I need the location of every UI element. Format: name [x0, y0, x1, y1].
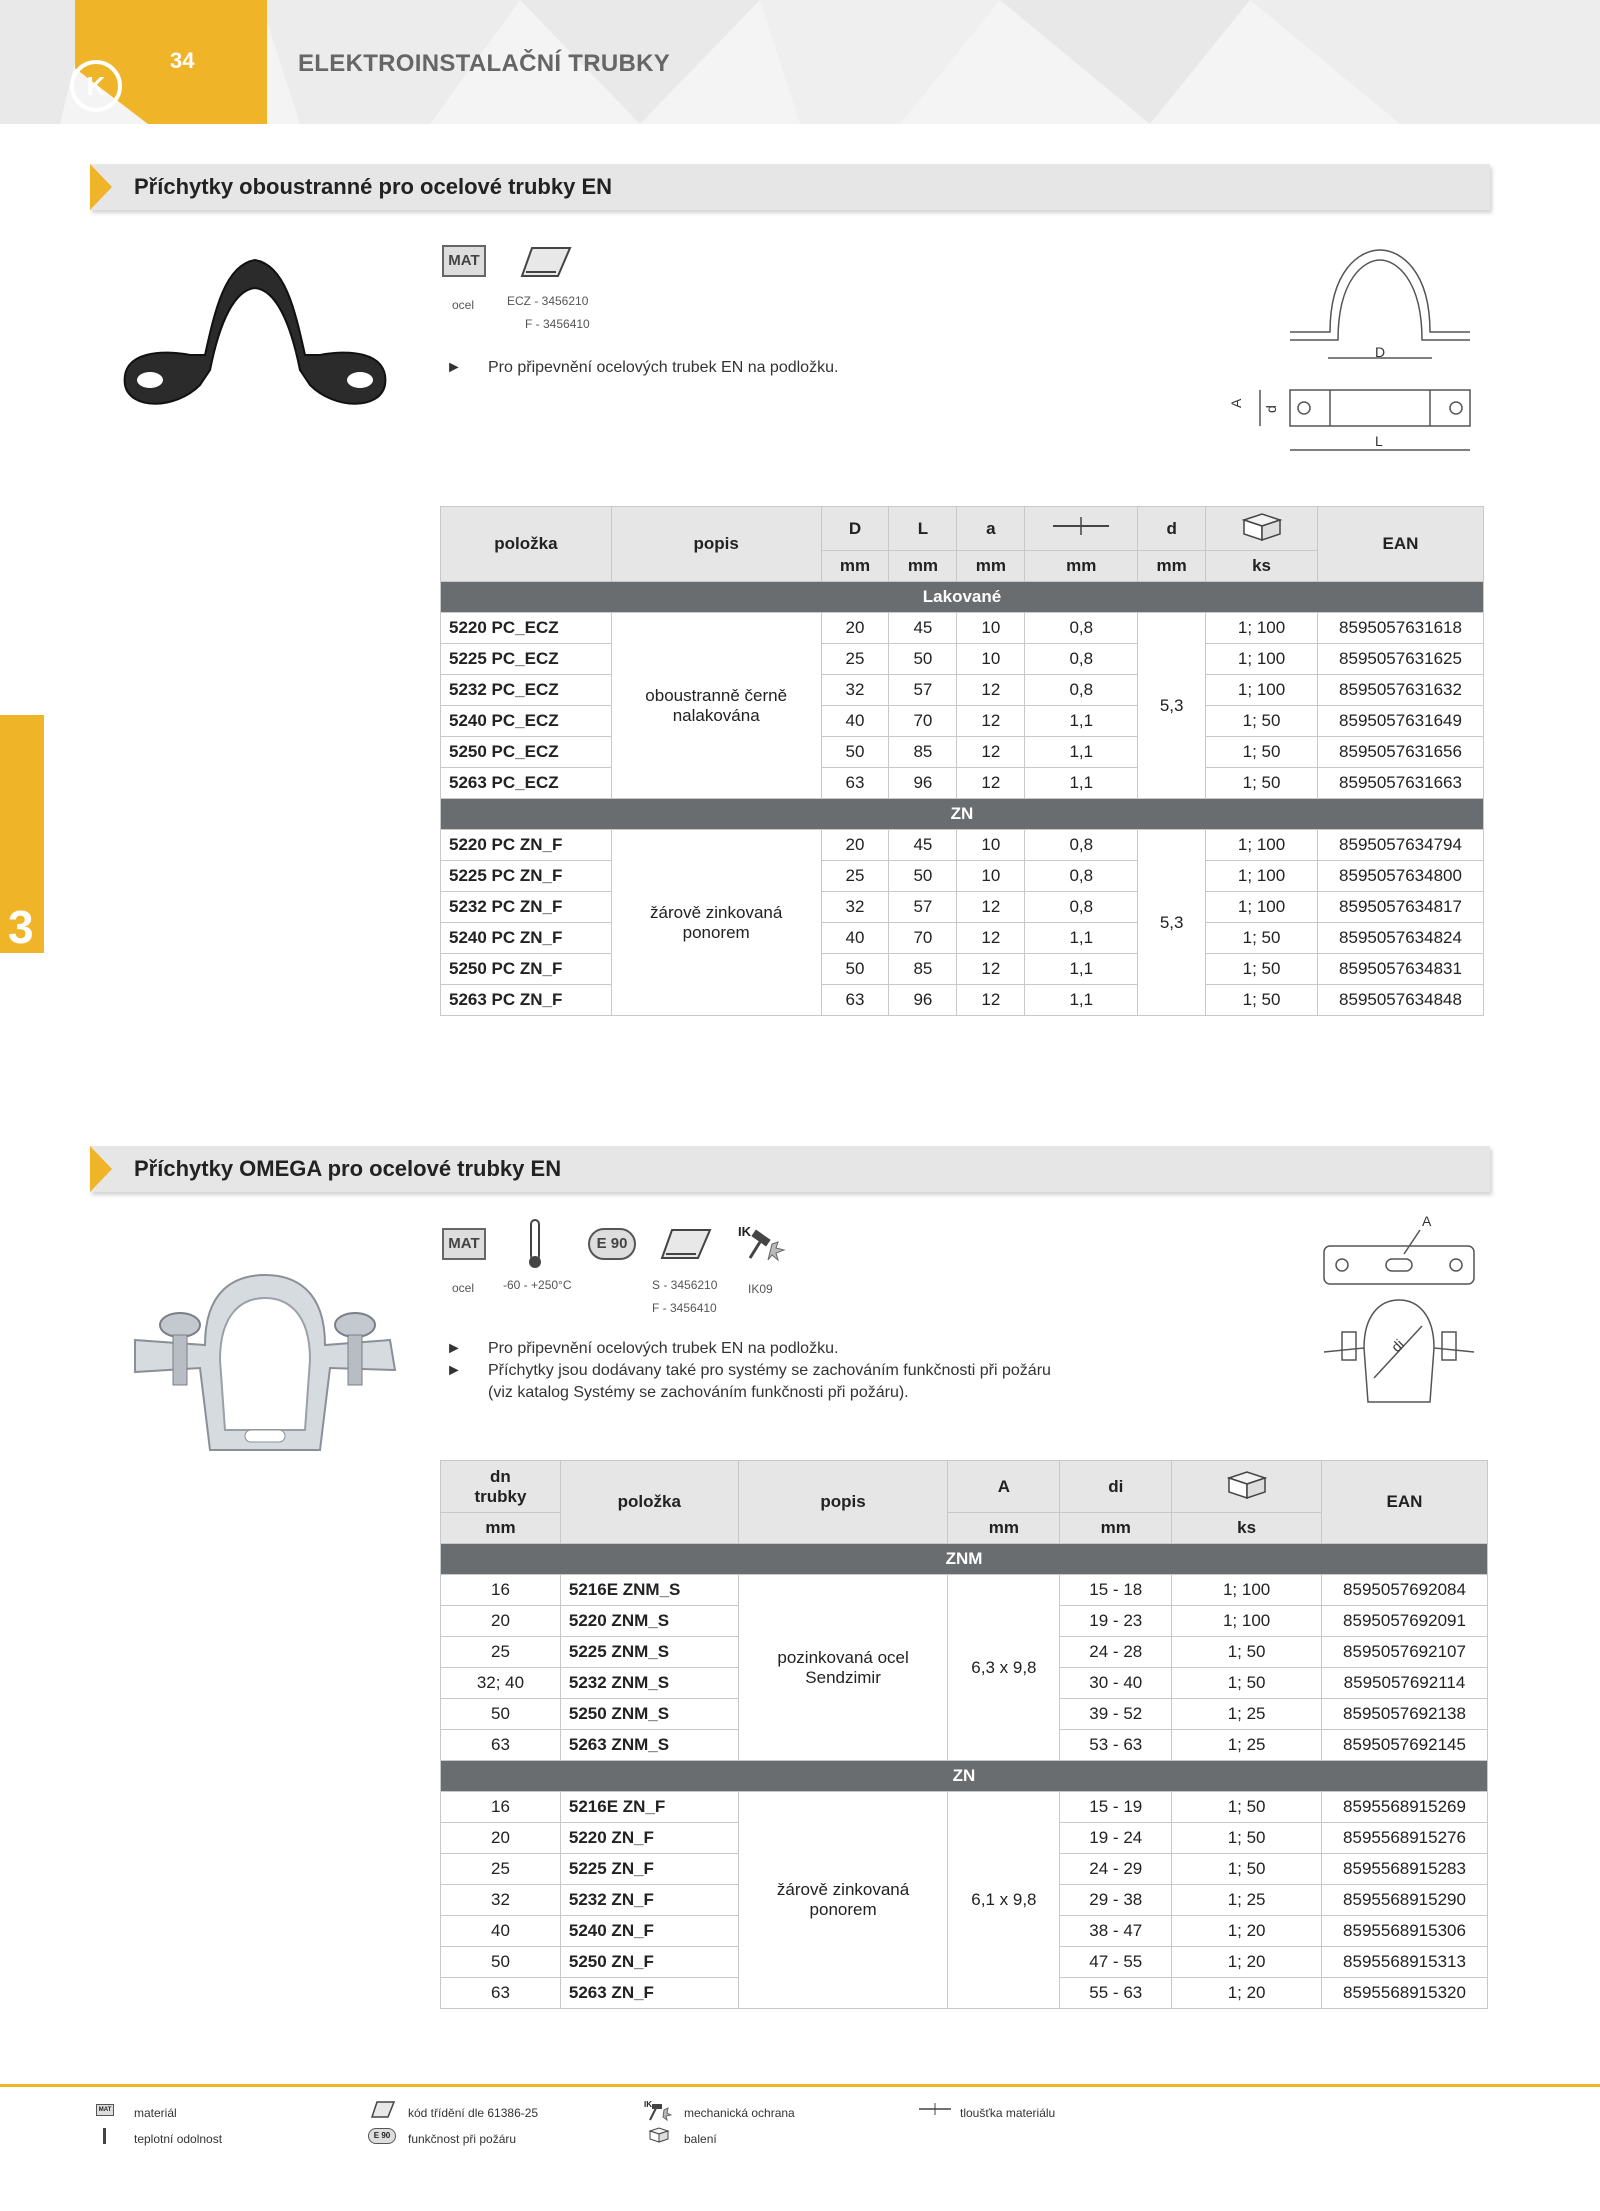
bullet-marker: ►: [446, 1340, 462, 1357]
cell-a: 10: [957, 830, 1025, 861]
feature-bullet: Příchytky jsou dodávany také pro systémy se zachováním funkčnosti při požáru: [488, 1362, 1051, 1379]
cell-thickness: 1,1: [1025, 985, 1138, 1016]
code-f: F - 3456410: [525, 317, 590, 331]
feature-bullet: Pro připevnění ocelových trubek EN na podložku.: [488, 1340, 839, 1357]
cell-ean: 8595057631649: [1317, 706, 1483, 737]
cell-L: 85: [889, 954, 957, 985]
unit-cell: mm: [1138, 551, 1206, 582]
table-row: [441, 1792, 1488, 1823]
description-cell: žárově zinkovaná ponorem: [611, 830, 821, 1016]
cell-ks: 1; 20: [1172, 1916, 1322, 1947]
legend-material: materiál: [134, 2106, 177, 2120]
table-row: [441, 613, 1484, 644]
cell-L: 50: [889, 644, 957, 675]
unit-cell: ks: [1172, 1513, 1322, 1544]
chapter-number: 3: [8, 901, 34, 953]
cell-di: 29 - 38: [1060, 1885, 1172, 1916]
table-row: [441, 675, 1484, 706]
cell-thickness: 1,1: [1025, 768, 1138, 799]
cell-di: 24 - 28: [1060, 1637, 1172, 1668]
legend-fire-icon: E 90: [368, 2128, 396, 2144]
omega-clamp-product-image: [95, 1250, 415, 1470]
cell-di: 15 - 18: [1060, 1575, 1172, 1606]
section-title: Příchytky oboustranné pro ocelové trubky EN: [134, 174, 613, 199]
legend-packaging: balení: [684, 2132, 717, 2146]
cell-dn: 32; 40: [441, 1668, 561, 1699]
footer-divider: [0, 2084, 1600, 2087]
cell-thickness: 1,1: [1025, 706, 1138, 737]
cell-thickness: 0,8: [1025, 861, 1138, 892]
col-trubky: trubky: [474, 1486, 527, 1506]
legend-mechanical-icon: [644, 2098, 672, 2122]
omega-spec-table: [440, 1460, 1488, 2009]
item-code: 5263 ZNM_S: [560, 1730, 738, 1761]
cell-ks: 1; 25: [1172, 1699, 1322, 1730]
cell-thickness: 1,1: [1025, 954, 1138, 985]
cell-dn: 50: [441, 1947, 561, 1978]
legend-temperature-icon: [103, 2128, 106, 2144]
cell-d: 5,3: [1138, 613, 1206, 799]
cell-ks: 1; 25: [1172, 1730, 1322, 1761]
temperature-icon: [526, 1218, 544, 1270]
legend-packaging-icon: [648, 2126, 670, 2144]
material-icon: MAT: [442, 1228, 486, 1260]
cell-di: 19 - 23: [1060, 1606, 1172, 1637]
item-code: 5250 ZNM_S: [560, 1699, 738, 1730]
col-L: L: [889, 507, 957, 551]
cell-thickness: 0,8: [1025, 613, 1138, 644]
cell-di: 15 - 19: [1060, 1792, 1172, 1823]
cell-dn: 16: [441, 1575, 561, 1606]
cell-thickness: 0,8: [1025, 675, 1138, 706]
description-cell: pozinkovaná ocel Sendzimir: [738, 1575, 948, 1761]
cell-di: 30 - 40: [1060, 1668, 1172, 1699]
legend-classification-icon: [370, 2100, 396, 2120]
cell-ks: 1; 25: [1172, 1885, 1322, 1916]
item-code: 5232 PC_ECZ: [441, 675, 612, 706]
code-s: S - 3456210: [652, 1278, 718, 1292]
item-code: 5263 PC_ECZ: [441, 768, 612, 799]
section-title: Příchytky OMEGA pro ocelové trubky EN: [134, 1156, 562, 1181]
cell-ean: 8595568915306: [1322, 1916, 1488, 1947]
col-a: a: [957, 507, 1025, 551]
group-row: [441, 799, 1484, 830]
cell-L: 96: [889, 768, 957, 799]
legend-thickness: tloušťka materiálu: [960, 2106, 1056, 2120]
cell-ean: 8595057631618: [1317, 613, 1483, 644]
cell-ean: 8595057634848: [1317, 985, 1483, 1016]
cell-D: 40: [821, 923, 889, 954]
classification-code-icon: [520, 244, 572, 280]
cell-ean: 8595057631625: [1317, 644, 1483, 675]
legend-mechanical: mechanická ochrana: [684, 2106, 795, 2120]
legend-temperature: teplotní odolnost: [134, 2132, 223, 2146]
cell-ks: 1; 50: [1206, 706, 1318, 737]
item-code: 5220 PC_ECZ: [441, 613, 612, 644]
cell-ean: 8595057692107: [1322, 1637, 1488, 1668]
unit-cell: mm: [948, 1513, 1060, 1544]
unit-cell: mm: [889, 551, 957, 582]
material-value: ocel: [452, 298, 475, 312]
group-row: [441, 582, 1484, 613]
col-A: A: [948, 1461, 1060, 1513]
cell-ean: 8595057631632: [1317, 675, 1483, 706]
cell-di: 53 - 63: [1060, 1730, 1172, 1761]
cell-dn: 20: [441, 1823, 561, 1854]
description-cell: žárově zinkovaná ponorem: [738, 1792, 948, 2009]
cell-a: 12: [957, 768, 1025, 799]
cell-ks: 1; 100: [1172, 1606, 1322, 1637]
cell-D: 40: [821, 706, 889, 737]
group-row: [441, 1544, 1488, 1575]
legend-material-icon: MAT: [96, 2104, 114, 2116]
material-icon: MAT: [442, 245, 486, 277]
section-arrow-icon: [90, 1146, 112, 1192]
cell-L: 70: [889, 706, 957, 737]
cell-D: 20: [821, 613, 889, 644]
cell-ks: 1; 50: [1172, 1854, 1322, 1885]
cell-ean: 8595057631656: [1317, 737, 1483, 768]
cell-L: 57: [889, 675, 957, 706]
item-code: 5232 PC ZN_F: [441, 892, 612, 923]
item-code: 5232 ZNM_S: [560, 1668, 738, 1699]
cell-ks: 1; 50: [1206, 985, 1318, 1016]
table-row: [441, 892, 1484, 923]
cell-thickness: 1,1: [1025, 923, 1138, 954]
dimension-A-label: A: [1228, 398, 1244, 408]
section-arrow-icon: [90, 164, 112, 210]
dimension-A-label: A: [1422, 1213, 1432, 1229]
unit-cell: mm: [957, 551, 1025, 582]
table-row: [441, 861, 1484, 892]
cell-ks: 1; 20: [1172, 1947, 1322, 1978]
cell-di: 38 - 47: [1060, 1916, 1172, 1947]
cell-ks: 1; 20: [1172, 1978, 1322, 2009]
col-ean: EAN: [1322, 1461, 1488, 1544]
group-label: Lakované: [441, 582, 1484, 613]
cell-ks: 1; 50: [1206, 954, 1318, 985]
col-di: di: [1060, 1461, 1172, 1513]
package-icon: [1206, 507, 1318, 551]
classification-code-icon: [660, 1226, 712, 1262]
cell-L: 45: [889, 830, 957, 861]
cell-L: 57: [889, 892, 957, 923]
cell-a: 10: [957, 613, 1025, 644]
group-label: ZN: [441, 1761, 1488, 1792]
table-row: [441, 768, 1484, 799]
material-value: ocel: [452, 1281, 475, 1295]
cell-ks: 1; 50: [1172, 1668, 1322, 1699]
cell-di: 55 - 63: [1060, 1978, 1172, 2009]
cell-thickness: 1,1: [1025, 737, 1138, 768]
cell-dn: 32: [441, 1885, 561, 1916]
page-title: ELEKTROINSTALAČNÍ TRUBKY: [298, 50, 671, 77]
brand-logo: K: [70, 60, 122, 112]
col-polozka: položka: [441, 507, 612, 582]
item-code: 5216E ZNM_S: [560, 1575, 738, 1606]
col-popis: popis: [611, 507, 821, 582]
cell-ean: 8595057692091: [1322, 1606, 1488, 1637]
item-code: 5250 PC_ECZ: [441, 737, 612, 768]
legend-fire: funkčnost při požáru: [408, 2132, 517, 2146]
group-row: [441, 1761, 1488, 1792]
cell-D: 63: [821, 985, 889, 1016]
bullet-marker: ►: [446, 1362, 462, 1379]
description-cell: oboustranně černě nalakována: [611, 613, 821, 799]
legend-thickness-icon: [918, 2102, 952, 2116]
cell-ks: 1; 100: [1206, 613, 1318, 644]
unit-cell: mm: [441, 1513, 561, 1544]
item-code: 5225 ZN_F: [560, 1854, 738, 1885]
page-number: 34: [170, 48, 195, 73]
cell-a: 12: [957, 923, 1025, 954]
unit-cell: ks: [1206, 551, 1318, 582]
cell-ks: 1; 100: [1206, 830, 1318, 861]
cell-ean: 8595568915313: [1322, 1947, 1488, 1978]
cell-ean: 8595568915320: [1322, 1978, 1488, 2009]
cell-L: 50: [889, 861, 957, 892]
table-row: [441, 706, 1484, 737]
col-polozka: položka: [560, 1461, 738, 1544]
thickness-icon: [1025, 507, 1138, 551]
cell-a: 12: [957, 985, 1025, 1016]
table-row: [441, 923, 1484, 954]
item-code: 5250 PC ZN_F: [441, 954, 612, 985]
item-code: 5240 PC ZN_F: [441, 923, 612, 954]
bullet-marker: ►: [446, 359, 462, 376]
cell-D: 25: [821, 861, 889, 892]
item-code: 5225 PC ZN_F: [441, 861, 612, 892]
cell-thickness: 0,8: [1025, 892, 1138, 923]
col-dn-trubky: [441, 1461, 561, 1513]
cell-di: 19 - 24: [1060, 1823, 1172, 1854]
cell-a: 12: [957, 892, 1025, 923]
clamp-product-image: [105, 250, 405, 420]
table-row: [441, 1575, 1488, 1606]
cell-D: 63: [821, 768, 889, 799]
cell-di: 24 - 29: [1060, 1854, 1172, 1885]
cell-dn: 63: [441, 1730, 561, 1761]
item-code: 5216E ZN_F: [560, 1792, 738, 1823]
group-label: ZNM: [441, 1544, 1488, 1575]
cell-dn: 25: [441, 1854, 561, 1885]
ik-rating: IK09: [748, 1282, 773, 1296]
cell-D: 50: [821, 737, 889, 768]
col-ean: EAN: [1317, 507, 1483, 582]
cell-ean: 8595568915290: [1322, 1885, 1488, 1916]
feature-bullet-continuation: (viz katalog Systémy se zachováním funkčnosti při požáru).: [488, 1384, 909, 1401]
table-row: [441, 830, 1484, 861]
item-code: 5225 PC_ECZ: [441, 644, 612, 675]
impact-hammer-icon: [738, 1222, 786, 1264]
cell-ean: 8595057692138: [1322, 1699, 1488, 1730]
unit-cell: mm: [1060, 1513, 1172, 1544]
fire-resistance-icon: E 90: [588, 1228, 636, 1260]
item-code: 5240 ZN_F: [560, 1916, 738, 1947]
cell-ean: 8595057692084: [1322, 1575, 1488, 1606]
clamp-technical-drawing: [1220, 240, 1500, 455]
group-label: ZN: [441, 799, 1484, 830]
cell-dn: 20: [441, 1606, 561, 1637]
cell-ks: 1; 100: [1206, 644, 1318, 675]
cell-ks: 1; 50: [1206, 923, 1318, 954]
dimension-d-label: d: [1263, 405, 1279, 413]
legend-classification: kód třídění dle 61386-25: [408, 2106, 539, 2120]
cell-ks: 1; 100: [1206, 892, 1318, 923]
cell-L: 70: [889, 923, 957, 954]
cell-d: 5,3: [1138, 830, 1206, 1016]
cell-ks: 1; 50: [1172, 1637, 1322, 1668]
cell-dn: 63: [441, 1978, 561, 2009]
omega-technical-drawing: [1310, 1210, 1490, 1420]
unit-cell: mm: [821, 551, 889, 582]
cell-D: 32: [821, 675, 889, 706]
legend-ik-label: IK: [644, 2100, 652, 2109]
cell-ks: 1; 50: [1206, 768, 1318, 799]
item-code: 5220 ZNM_S: [560, 1606, 738, 1637]
col-D: D: [821, 507, 889, 551]
cell-dn: 16: [441, 1792, 561, 1823]
cell-ks: 1; 50: [1172, 1823, 1322, 1854]
item-code: 5220 PC ZN_F: [441, 830, 612, 861]
cell-ean: 8595057634794: [1317, 830, 1483, 861]
col-d: d: [1138, 507, 1206, 551]
dimension-di-label: di: [1387, 1335, 1408, 1355]
cell-ean: 8595057692145: [1322, 1730, 1488, 1761]
cell-ean: 8595057634824: [1317, 923, 1483, 954]
cell-dn: 40: [441, 1916, 561, 1947]
clamp-spec-table: [440, 506, 1484, 1016]
cell-A: 6,3 x 9,8: [948, 1575, 1060, 1761]
dimension-D-label: D: [1375, 344, 1386, 360]
item-code: 5263 ZN_F: [560, 1978, 738, 2009]
cell-a: 12: [957, 954, 1025, 985]
item-code: 5225 ZNM_S: [560, 1637, 738, 1668]
cell-ks: 1; 100: [1172, 1575, 1322, 1606]
item-code: 5232 ZN_F: [560, 1885, 738, 1916]
table-row: [441, 985, 1484, 1016]
unit-cell: mm: [1025, 551, 1138, 582]
ik-icon-label: IK: [738, 1224, 751, 1239]
cell-ean: 8595057631663: [1317, 768, 1483, 799]
cell-a: 10: [957, 861, 1025, 892]
feature-bullet: Pro připevnění ocelových trubek EN na podložku.: [488, 359, 839, 376]
cell-ean: 8595057634817: [1317, 892, 1483, 923]
cell-D: 25: [821, 644, 889, 675]
table-row: [441, 737, 1484, 768]
code-ecz: ECZ - 3456210: [507, 294, 589, 308]
cell-dn: 25: [441, 1637, 561, 1668]
cell-A: 6,1 x 9,8: [948, 1792, 1060, 2009]
cell-L: 96: [889, 985, 957, 1016]
cell-ean: 8595057634831: [1317, 954, 1483, 985]
item-code: 5250 ZN_F: [560, 1947, 738, 1978]
cell-ks: 1; 100: [1206, 861, 1318, 892]
cell-ks: 1; 100: [1206, 675, 1318, 706]
cell-ks: 1; 50: [1172, 1792, 1322, 1823]
item-code: 5220 ZN_F: [560, 1823, 738, 1854]
code-f: F - 3456410: [652, 1301, 717, 1315]
item-code: 5263 PC ZN_F: [441, 985, 612, 1016]
cell-ks: 1; 50: [1206, 737, 1318, 768]
item-code: 5240 PC_ECZ: [441, 706, 612, 737]
table-row: [441, 954, 1484, 985]
cell-ean: 8595568915283: [1322, 1854, 1488, 1885]
temperature-range: -60 - +250°C: [503, 1278, 572, 1292]
cell-D: 20: [821, 830, 889, 861]
cell-ean: 8595568915276: [1322, 1823, 1488, 1854]
cell-thickness: 0,8: [1025, 830, 1138, 861]
cell-a: 12: [957, 675, 1025, 706]
cell-di: 47 - 55: [1060, 1947, 1172, 1978]
cell-ean: 8595568915269: [1322, 1792, 1488, 1823]
cell-D: 50: [821, 954, 889, 985]
package-icon: [1172, 1461, 1322, 1513]
cell-L: 45: [889, 613, 957, 644]
dimension-L-label: L: [1375, 433, 1383, 449]
cell-a: 12: [957, 706, 1025, 737]
col-popis: popis: [738, 1461, 948, 1544]
table-row: [441, 644, 1484, 675]
cell-dn: 50: [441, 1699, 561, 1730]
cell-thickness: 0,8: [1025, 644, 1138, 675]
cell-D: 32: [821, 892, 889, 923]
cell-ean: 8595057692114: [1322, 1668, 1488, 1699]
cell-a: 10: [957, 644, 1025, 675]
cell-di: 39 - 52: [1060, 1699, 1172, 1730]
cell-L: 85: [889, 737, 957, 768]
cell-a: 12: [957, 737, 1025, 768]
cell-ean: 8595057634800: [1317, 861, 1483, 892]
col-dn: dn: [490, 1466, 511, 1486]
